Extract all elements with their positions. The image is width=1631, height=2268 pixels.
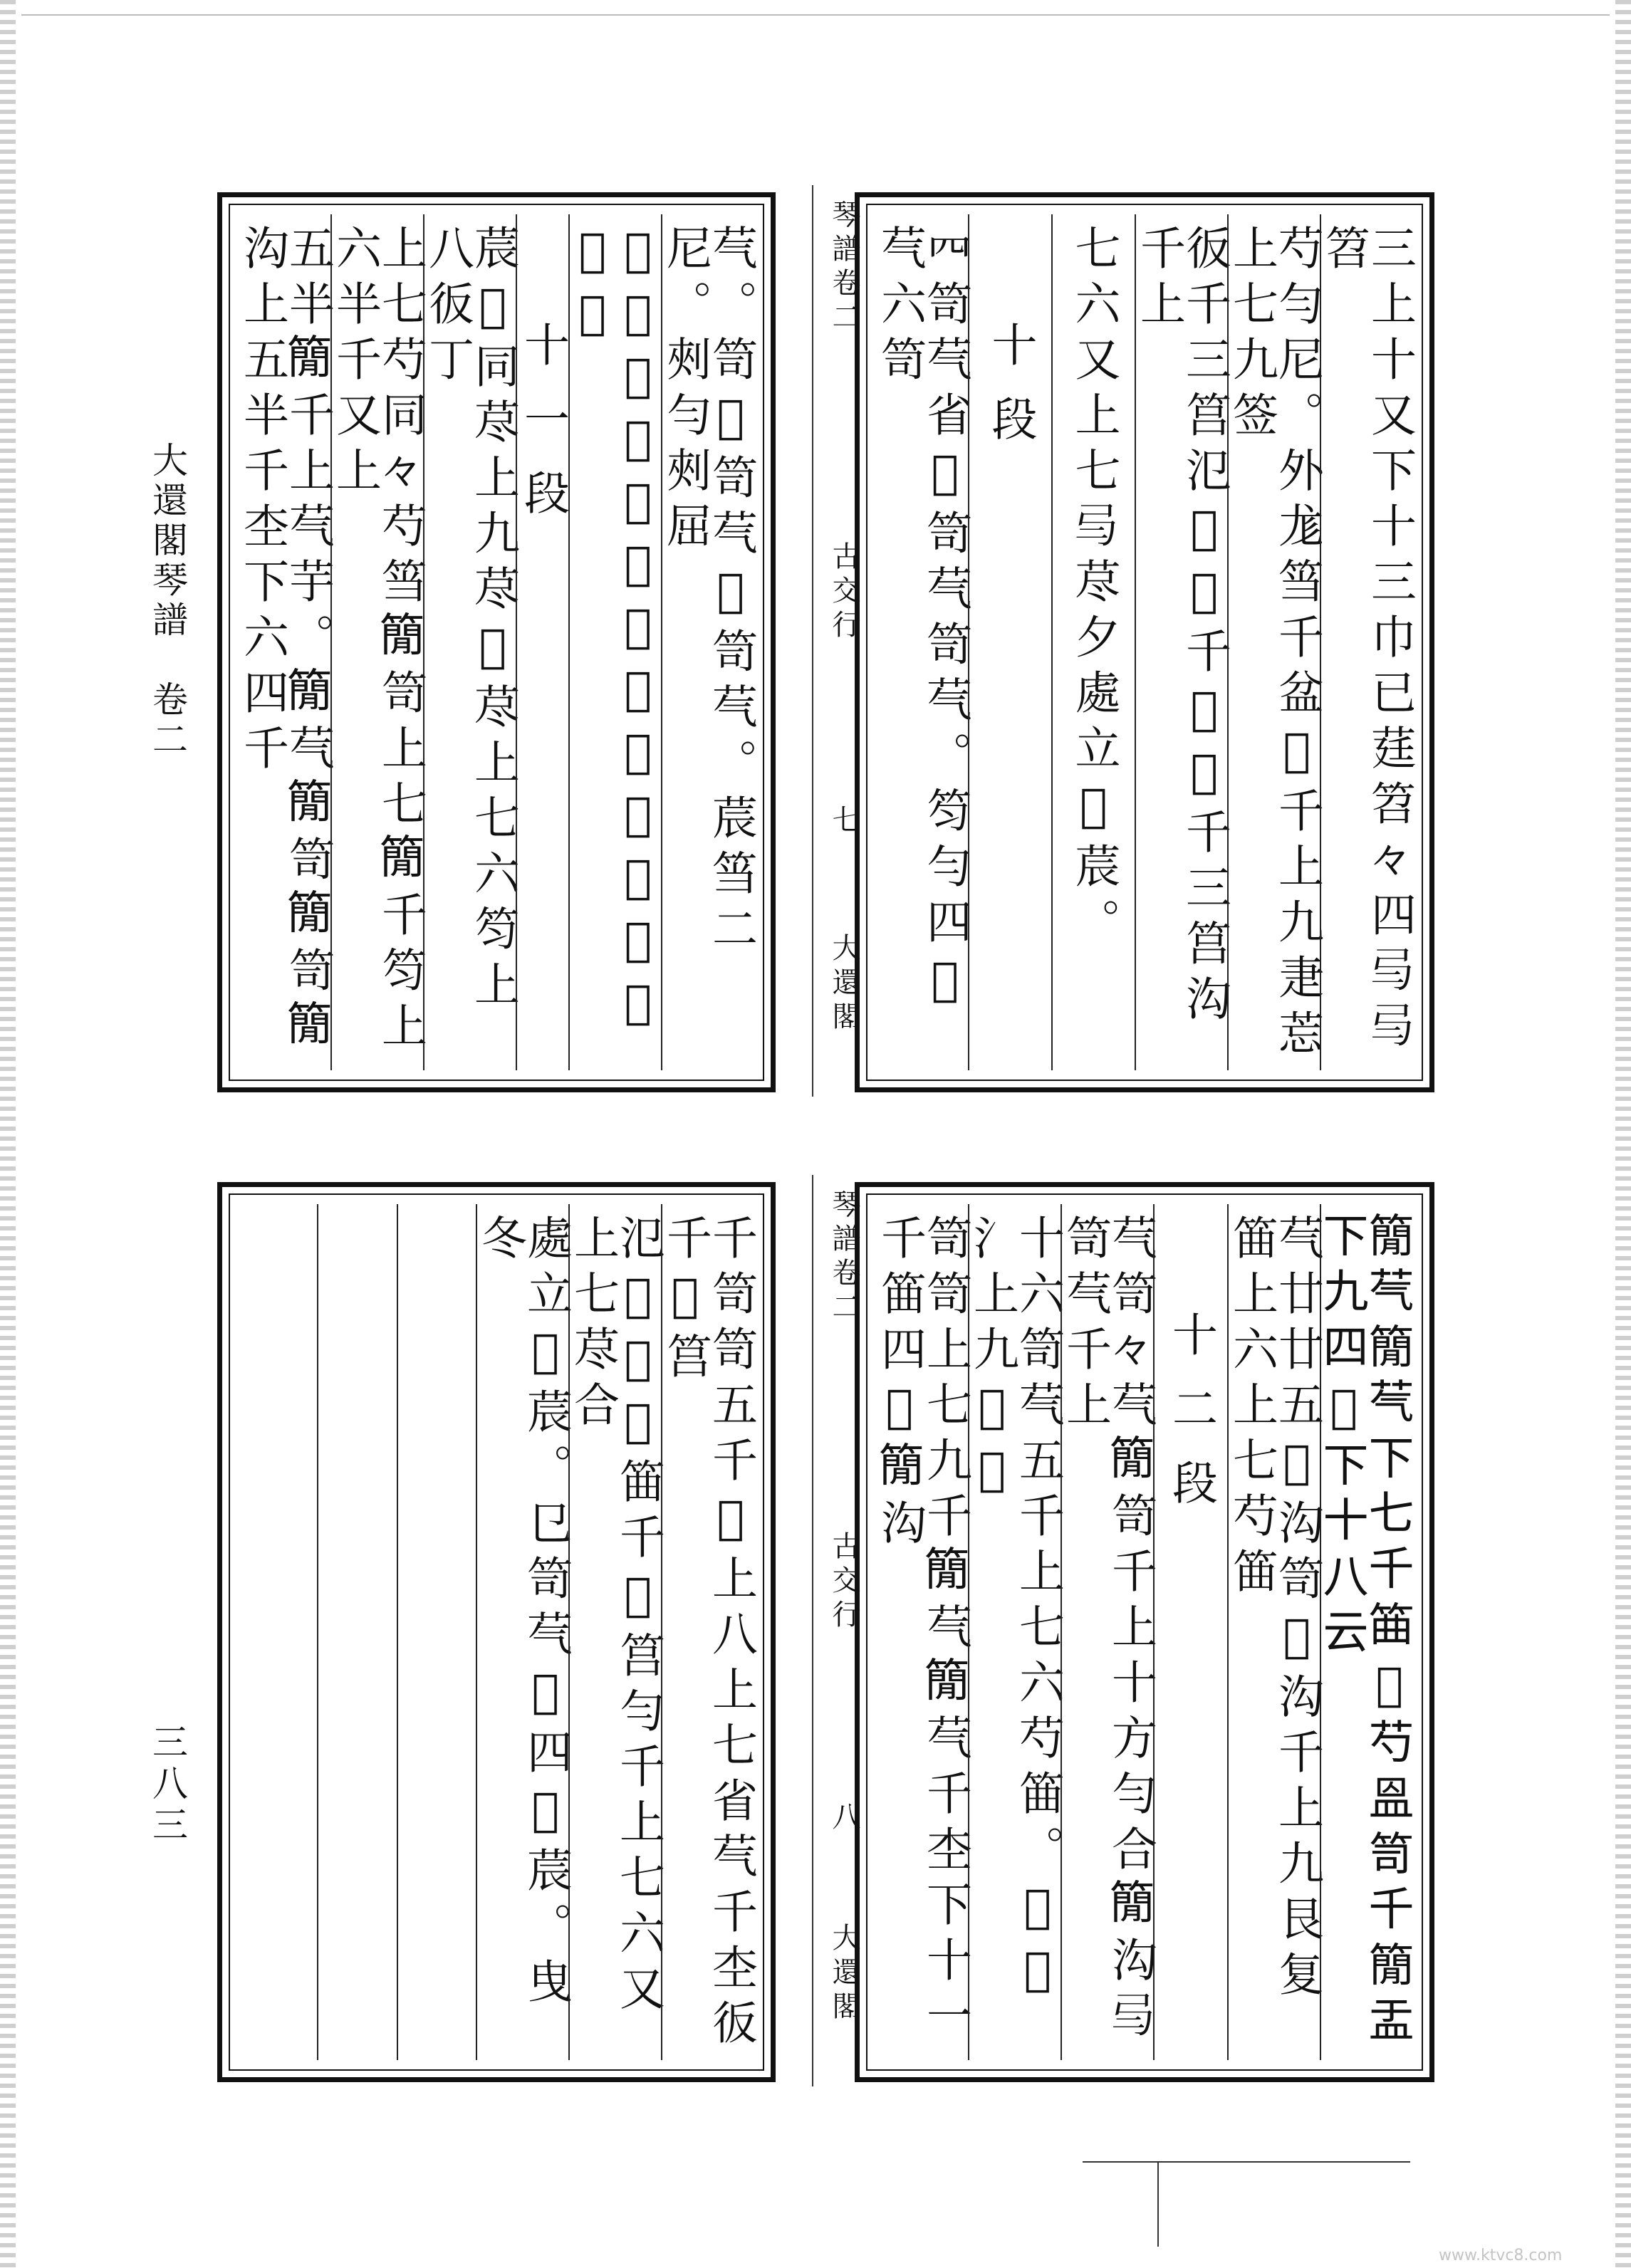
scan-edge-left xyxy=(0,0,16,2268)
text-column: 𢓉千三筥氾𤖸𤁽千𠣌𥯗千三筥沟千上 xyxy=(1135,214,1227,1070)
text-column: 千笥笥五千𠣌上八上七省芞千杢𢓉千𢎥筥 xyxy=(661,1204,754,2060)
gutter-title-bottom: 琴譜卷二 xyxy=(828,1189,860,1326)
gutter-publisher-top: 大還閣 xyxy=(828,933,860,1035)
scan-edge-right xyxy=(1615,0,1631,2268)
text-column: 𦉪笥芞省𢀳笥芞笥芞。笉勻四𠣌芞六笥 xyxy=(873,224,971,1016)
columns-bottom-left xyxy=(239,1204,757,2060)
gutter-section-top: 古交行 xyxy=(828,541,860,644)
text-column: 芞廿廿五𤖸沟笥𥳑沟千上九艮复筁上六上七芍筁 xyxy=(1227,1204,1320,2060)
gutter-title-top: 琴譜卷二 xyxy=(828,199,860,336)
text-column: 三上十又下十三巾已莛笤𠚤四𢎥𢎥笤 xyxy=(1320,214,1412,1070)
book-title xyxy=(142,441,192,761)
section-heading-11: 十一段 xyxy=(516,214,568,1070)
gutter-folio-bottom: 八 xyxy=(828,1802,860,1836)
empty-column xyxy=(397,1204,476,2060)
section-heading-12: 十二段 xyxy=(1153,1204,1227,2060)
book-title-text: 大還閣琴譜 xyxy=(147,441,188,641)
gutter-line-top xyxy=(812,185,813,1097)
gutter-section-bottom: 古交行 xyxy=(828,1531,860,1634)
text-column: 莀𤖸同荩上九荩𤖸荩上七六笉上八𢓉丁 xyxy=(423,214,516,1070)
page-top-right xyxy=(855,192,1434,1092)
gutter-folio-top: 七 xyxy=(828,805,860,839)
gutter-line-bottom xyxy=(812,1175,813,2086)
page-bottom-right xyxy=(855,1182,1434,2082)
text-column: 芍勻尼。外尨筜千盆𣲖千上九疌莣上七九签 xyxy=(1227,214,1320,1070)
footer-tick xyxy=(1157,2161,1159,2247)
page-bottom-left xyxy=(217,1182,776,2082)
text-column: 處立𤖸莀。㔾笥芞𢎥四𤖸莀。曳冬 xyxy=(476,1204,568,2060)
columns-top-left xyxy=(236,214,757,1070)
top-rule xyxy=(21,14,1610,16)
text-column: 芞笥𠚤芞𥳑笥千上十方勻合𥳑沟𢎥笥芞千上 xyxy=(1061,1204,1153,2060)
section-heading-10: 十段 xyxy=(968,214,1051,1070)
columns-top-right xyxy=(873,214,1416,1070)
empty-column xyxy=(317,1204,396,2060)
text-column: 五半𥳑千上芞芋。𥳑芞𥳑笥𥳑笥𥳑沟上五半千杢下六四千 xyxy=(236,224,334,1057)
text-column: 芞。笥𢀳笥芞𢎥笥芞。莀筜二尼。㓨勻㓨屈 xyxy=(661,214,754,1070)
text-column: 上七芍同𠚤芍筜𥳑笥上七𥳑千笉上六半千又上 xyxy=(330,214,423,1070)
columns-bottom-right xyxy=(873,1204,1416,2060)
text-column: 笥笥上七九千𥳑芞𥳑芞千杢下十一千筁四𤖸𥳑沟 xyxy=(873,1214,971,2047)
footer-rule xyxy=(1083,2161,1410,2163)
text-column: 七六又上七𢎥荩夕處立𤖸莀。 xyxy=(1051,214,1135,1070)
text-column: 𤖸筜荩。𤖸筥屈𤖸芞省四三𤖸芞。 xyxy=(568,214,661,1070)
gutter-publisher-bottom: 大還閣 xyxy=(828,1923,860,2025)
text-column: 十六笥芞五千上七六芍筁。𠣌𥳑氵上九𠣌𠣌 xyxy=(968,1204,1061,2060)
text-column: 𥳑芞𥳑芞下七千筁𤖸芍𥁕笥千𥳑盂下九四𢎥下十八云 xyxy=(1320,1204,1412,2060)
empty-column xyxy=(239,1204,317,2060)
page-top-left xyxy=(217,192,776,1092)
text-column: 氾𤖸𤁽𠣌筁千𢎥筥勻千上七六又上七荩合 xyxy=(568,1204,661,2060)
watermark: www.ktvc8.com xyxy=(1439,2247,1563,2264)
volume-label: 卷二 xyxy=(147,681,188,761)
page-number: 三八三 xyxy=(147,1723,188,1847)
